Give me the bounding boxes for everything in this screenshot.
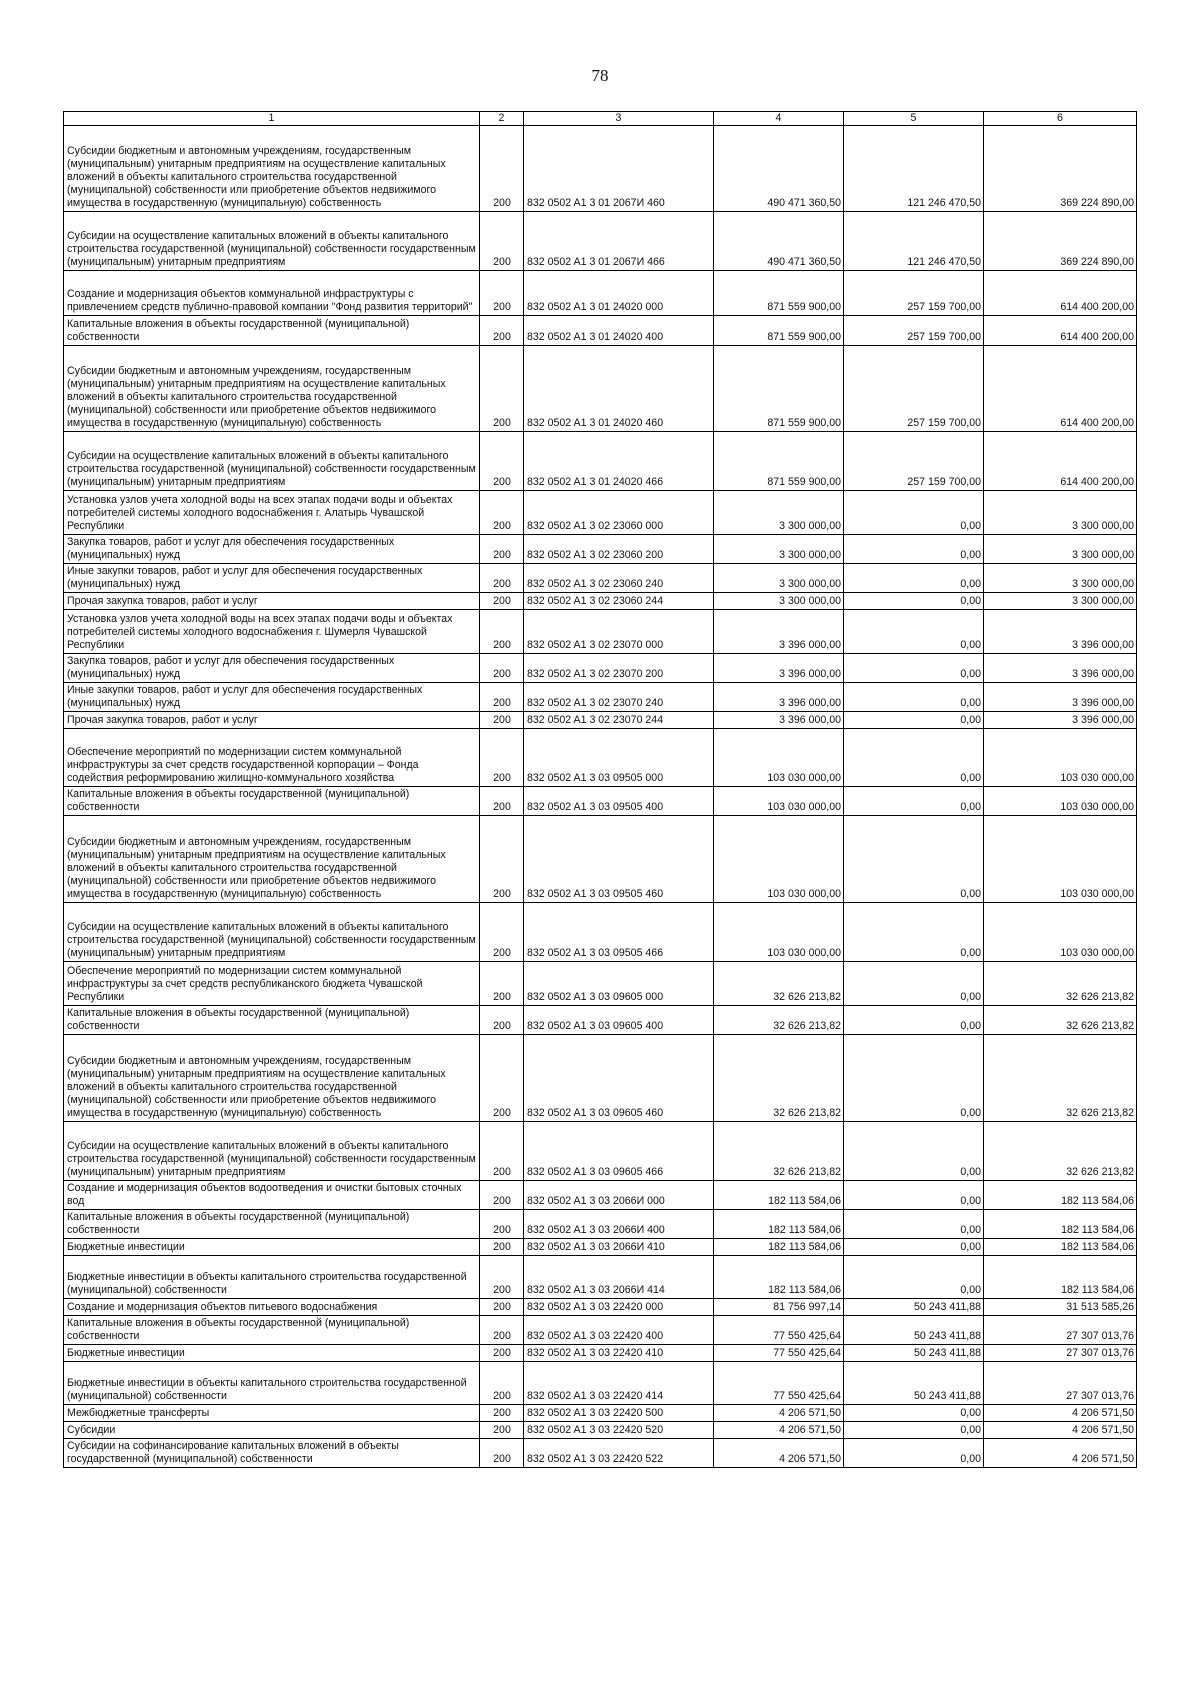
row-amount-col4: 103 030 000,00 [714, 787, 844, 816]
row-column-2: 200 [480, 126, 524, 212]
row-amount-col5: 0,00 [844, 1405, 984, 1422]
table-row [64, 1362, 1137, 1405]
row-classification-code: 832 0502 A1 3 03 09505 460 [524, 816, 714, 903]
row-column-2: 200 [480, 787, 524, 816]
row-amount-col6: 3 300 000,00 [984, 491, 1137, 535]
row-amount-col6: 182 113 584,06 [984, 1256, 1137, 1299]
table-row [64, 1345, 1137, 1362]
row-amount-col4: 4 206 571,50 [714, 1439, 844, 1468]
row-description: Прочая закупка товаров, работ и услуг [64, 712, 480, 729]
row-amount-col5: 50 243 411,88 [844, 1316, 984, 1345]
table-row [64, 1405, 1137, 1422]
row-amount-col4: 77 550 425,64 [714, 1316, 844, 1345]
table-row [64, 1035, 1137, 1122]
table-row [64, 816, 1137, 903]
row-amount-col6: 369 224 890,00 [984, 212, 1137, 271]
row-classification-code: 832 0502 A1 3 03 09605 000 [524, 962, 714, 1006]
row-column-2: 200 [480, 316, 524, 346]
row-amount-col5: 0,00 [844, 683, 984, 712]
row-classification-code: 832 0502 A1 3 02 23060 200 [524, 535, 714, 564]
row-amount-col6: 4 206 571,50 [984, 1405, 1137, 1422]
row-description: Установка узлов учета холодной воды на всех этапах подачи воды и объектах потребителей системы холодного водоснабжения г. Шумерля Чувашской Республики [64, 610, 480, 654]
row-amount-col5: 121 246 470,50 [844, 126, 984, 212]
row-amount-col6: 103 030 000,00 [984, 903, 1137, 962]
table-row [64, 1210, 1137, 1239]
table-row [64, 535, 1137, 564]
row-amount-col4: 182 113 584,06 [714, 1210, 844, 1239]
table-row [64, 316, 1137, 346]
row-amount-col5: 0,00 [844, 491, 984, 535]
row-column-2: 200 [480, 1181, 524, 1210]
row-description: Капитальные вложения в объекты государственной (муниципальной) собственности [64, 787, 480, 816]
table-body [64, 126, 1137, 1468]
table-row [64, 962, 1137, 1006]
row-amount-col4: 3 396 000,00 [714, 712, 844, 729]
row-column-2: 200 [480, 1299, 524, 1316]
row-column-2: 200 [480, 1256, 524, 1299]
row-amount-col5: 0,00 [844, 535, 984, 564]
row-column-2: 200 [480, 491, 524, 535]
row-description: Капитальные вложения в объекты государственной (муниципальной) собственности [64, 1316, 480, 1345]
row-column-2: 200 [480, 1035, 524, 1122]
table-header-row [64, 112, 1137, 126]
row-amount-col6: 3 396 000,00 [984, 654, 1137, 683]
row-column-2: 200 [480, 1316, 524, 1345]
row-amount-col4: 32 626 213,82 [714, 1122, 844, 1181]
row-amount-col5: 50 243 411,88 [844, 1345, 984, 1362]
row-description: Бюджетные инвестиции в объекты капитального строительства государственной (муниципальной) собственности [64, 1256, 480, 1299]
row-classification-code: 832 0502 A1 3 02 23070 000 [524, 610, 714, 654]
row-amount-col5: 0,00 [844, 1210, 984, 1239]
row-amount-col4: 77 550 425,64 [714, 1362, 844, 1405]
row-classification-code: 832 0502 A1 3 03 22420 500 [524, 1405, 714, 1422]
row-column-2: 200 [480, 712, 524, 729]
row-amount-col5: 0,00 [844, 1006, 984, 1035]
row-description: Бюджетные инвестиции в объекты капитального строительства государственной (муниципальной) собственности [64, 1362, 480, 1405]
row-column-2: 200 [480, 1210, 524, 1239]
row-amount-col6: 182 113 584,06 [984, 1239, 1137, 1256]
header-cell: 4 [714, 112, 844, 126]
row-classification-code: 832 0502 A1 3 03 09605 466 [524, 1122, 714, 1181]
row-amount-col5: 50 243 411,88 [844, 1362, 984, 1405]
row-description: Установка узлов учета холодной воды на всех этапах подачи воды и объектах потребителей системы холодного водоснабжения г. Алатырь Чувашской Республики [64, 491, 480, 535]
row-description: Создание и модернизация объектов питьевого водоснабжения [64, 1299, 480, 1316]
row-amount-col6: 182 113 584,06 [984, 1181, 1137, 1210]
row-column-2: 200 [480, 1362, 524, 1405]
row-amount-col4: 3 300 000,00 [714, 564, 844, 593]
row-amount-col5: 257 159 700,00 [844, 432, 984, 491]
row-description: Субсидии бюджетным и автономным учреждениям, государственным (муниципальным) унитарным предприятиям на осуществление капитальных вложений в объекты капитального строительства государственной (муниципальной) собственности или приобретение объектов недвижимого имущества в государственную (муниципальную) собственность [64, 816, 480, 903]
row-classification-code: 832 0502 A1 3 03 09505 400 [524, 787, 714, 816]
row-column-2: 200 [480, 729, 524, 787]
row-amount-col4: 32 626 213,82 [714, 1035, 844, 1122]
row-amount-col6: 3 300 000,00 [984, 593, 1137, 610]
row-amount-col4: 871 559 900,00 [714, 316, 844, 346]
row-classification-code: 832 0502 A1 3 02 23070 244 [524, 712, 714, 729]
row-amount-col6: 32 626 213,82 [984, 1035, 1137, 1122]
row-amount-col5: 0,00 [844, 816, 984, 903]
header-cell: 6 [984, 112, 1137, 126]
row-description: Субсидии бюджетным и автономным учреждениям, государственным (муниципальным) унитарным предприятиям на осуществление капитальных вложений в объекты капитального строительства государственной (муниципальной) собственности или приобретение объектов недвижимого имущества в государственную (муниципальную) собственность [64, 126, 480, 212]
row-amount-col6: 103 030 000,00 [984, 787, 1137, 816]
table-row [64, 491, 1137, 535]
row-column-2: 200 [480, 346, 524, 432]
row-column-2: 200 [480, 816, 524, 903]
row-amount-col6: 27 307 013,76 [984, 1316, 1137, 1345]
table-row [64, 1122, 1137, 1181]
table-row [64, 1239, 1137, 1256]
row-amount-col6: 614 400 200,00 [984, 432, 1137, 491]
row-amount-col5: 0,00 [844, 1122, 984, 1181]
row-amount-col6: 3 396 000,00 [984, 712, 1137, 729]
row-amount-col6: 369 224 890,00 [984, 126, 1137, 212]
row-classification-code: 832 0502 A1 3 02 23060 000 [524, 491, 714, 535]
row-amount-col5: 257 159 700,00 [844, 271, 984, 316]
row-amount-col4: 77 550 425,64 [714, 1345, 844, 1362]
row-description: Капитальные вложения в объекты государственной (муниципальной) собственности [64, 1006, 480, 1035]
row-classification-code: 832 0502 A1 3 03 2066И 414 [524, 1256, 714, 1299]
row-amount-col6: 32 626 213,82 [984, 962, 1137, 1006]
row-classification-code: 832 0502 A1 3 01 24020 400 [524, 316, 714, 346]
row-amount-col4: 3 300 000,00 [714, 593, 844, 610]
row-column-2: 200 [480, 1439, 524, 1468]
row-column-2: 200 [480, 1345, 524, 1362]
row-column-2: 200 [480, 1006, 524, 1035]
row-amount-col5: 121 246 470,50 [844, 212, 984, 271]
table-row [64, 432, 1137, 491]
budget-table [63, 111, 1137, 1468]
row-classification-code: 832 0502 A1 3 03 09505 466 [524, 903, 714, 962]
row-description: Субсидии на осуществление капитальных вложений в объекты капитального строительства государственной (муниципальной) собственности государственным (муниципальным) унитарным предприятиям [64, 1122, 480, 1181]
row-amount-col4: 871 559 900,00 [714, 432, 844, 491]
row-amount-col6: 27 307 013,76 [984, 1345, 1137, 1362]
row-amount-col5: 0,00 [844, 593, 984, 610]
row-classification-code: 832 0502 A1 3 03 22420 410 [524, 1345, 714, 1362]
row-classification-code: 832 0502 A1 3 03 22420 400 [524, 1316, 714, 1345]
row-amount-col6: 182 113 584,06 [984, 1210, 1137, 1239]
table-row [64, 212, 1137, 271]
row-description: Закупка товаров, работ и услуг для обеспечения государственных (муниципальных) нужд [64, 654, 480, 683]
row-amount-col5: 0,00 [844, 903, 984, 962]
row-amount-col4: 3 396 000,00 [714, 654, 844, 683]
row-amount-col6: 27 307 013,76 [984, 1362, 1137, 1405]
row-description: Капитальные вложения в объекты государственной (муниципальной) собственности [64, 1210, 480, 1239]
row-column-2: 200 [480, 271, 524, 316]
row-amount-col4: 103 030 000,00 [714, 816, 844, 903]
row-amount-col4: 32 626 213,82 [714, 962, 844, 1006]
row-classification-code: 832 0502 A1 3 03 2066И 410 [524, 1239, 714, 1256]
row-description: Субсидии бюджетным и автономным учреждениям, государственным (муниципальным) унитарным предприятиям на осуществление капитальных вложений в объекты капитального строительства государственной (муниципальной) собственности или приобретение объектов недвижимого имущества в государственную (муниципальную) собственность [64, 346, 480, 432]
row-classification-code: 832 0502 A1 3 03 09605 460 [524, 1035, 714, 1122]
row-classification-code: 832 0502 A1 3 03 2066И 000 [524, 1181, 714, 1210]
row-amount-col5: 257 159 700,00 [844, 316, 984, 346]
row-classification-code: 832 0502 A1 3 01 24020 000 [524, 271, 714, 316]
row-amount-col6: 614 400 200,00 [984, 346, 1137, 432]
row-amount-col5: 0,00 [844, 729, 984, 787]
row-amount-col6: 4 206 571,50 [984, 1439, 1137, 1468]
row-amount-col5: 257 159 700,00 [844, 346, 984, 432]
row-description: Закупка товаров, работ и услуг для обеспечения государственных (муниципальных) нужд [64, 535, 480, 564]
table-row [64, 1006, 1137, 1035]
row-amount-col5: 0,00 [844, 962, 984, 1006]
row-classification-code: 832 0502 A1 3 03 22420 414 [524, 1362, 714, 1405]
row-amount-col6: 3 300 000,00 [984, 564, 1137, 593]
row-description: Субсидии на осуществление капитальных вложений в объекты капитального строительства государственной (муниципальной) собственности государственным (муниципальным) унитарным предприятиям [64, 432, 480, 491]
table-row [64, 126, 1137, 212]
row-amount-col4: 3 396 000,00 [714, 610, 844, 654]
table-row [64, 1422, 1137, 1439]
row-description: Иные закупки товаров, работ и услуг для обеспечения государственных (муниципальных) нужд [64, 564, 480, 593]
row-amount-col4: 182 113 584,06 [714, 1239, 844, 1256]
row-amount-col4: 490 471 360,50 [714, 126, 844, 212]
row-classification-code: 832 0502 A1 3 02 23060 240 [524, 564, 714, 593]
row-amount-col6: 3 396 000,00 [984, 610, 1137, 654]
row-classification-code: 832 0502 A1 3 01 24020 460 [524, 346, 714, 432]
row-description: Создание и модернизация объектов коммунальной инфраструктуры с привлечением средств публично-правовой компании "Фонд развития территорий" [64, 271, 480, 316]
header-cell: 3 [524, 112, 714, 126]
row-column-2: 200 [480, 212, 524, 271]
row-amount-col5: 0,00 [844, 787, 984, 816]
row-classification-code: 832 0502 A1 3 03 2066И 400 [524, 1210, 714, 1239]
row-classification-code: 832 0502 A1 3 03 09605 400 [524, 1006, 714, 1035]
row-amount-col6: 614 400 200,00 [984, 316, 1137, 346]
row-classification-code: 832 0502 A1 3 03 22420 522 [524, 1439, 714, 1468]
row-amount-col4: 490 471 360,50 [714, 212, 844, 271]
table-row [64, 729, 1137, 787]
row-amount-col5: 0,00 [844, 712, 984, 729]
row-amount-col4: 3 396 000,00 [714, 683, 844, 712]
row-description: Бюджетные инвестиции [64, 1239, 480, 1256]
row-amount-col4: 871 559 900,00 [714, 271, 844, 316]
row-amount-col6: 32 626 213,82 [984, 1006, 1137, 1035]
row-description: Субсидии на осуществление капитальных вложений в объекты капитального строительства государственной (муниципальной) собственности государственным (муниципальным) унитарным предприятиям [64, 903, 480, 962]
row-column-2: 200 [480, 432, 524, 491]
row-description: Обеспечение мероприятий по модернизации систем коммунальной инфраструктуры за счет средств государственной корпорации – Фонда содействия реформированию жилищно-коммунального хозяйства [64, 729, 480, 787]
table-row [64, 610, 1137, 654]
row-column-2: 200 [480, 535, 524, 564]
table-row [64, 1256, 1137, 1299]
row-description: Субсидии на осуществление капитальных вложений в объекты капитального строительства государственной (муниципальной) собственности государственным (муниципальным) унитарным предприятиям [64, 212, 480, 271]
table-row [64, 1299, 1137, 1316]
table-row [64, 593, 1137, 610]
row-amount-col4: 182 113 584,06 [714, 1256, 844, 1299]
row-amount-col6: 31 513 585,26 [984, 1299, 1137, 1316]
row-amount-col4: 871 559 900,00 [714, 346, 844, 432]
row-amount-col4: 103 030 000,00 [714, 903, 844, 962]
header-cell: 1 [64, 112, 480, 126]
row-amount-col6: 32 626 213,82 [984, 1122, 1137, 1181]
table-row [64, 1316, 1137, 1345]
table-row [64, 787, 1137, 816]
row-column-2: 200 [480, 962, 524, 1006]
row-column-2: 200 [480, 1405, 524, 1422]
row-description: Межбюджетные трансферты [64, 1405, 480, 1422]
row-amount-col5: 0,00 [844, 564, 984, 593]
table-row [64, 683, 1137, 712]
table-row [64, 271, 1137, 316]
row-description: Иные закупки товаров, работ и услуг для обеспечения государственных (муниципальных) нужд [64, 683, 480, 712]
row-classification-code: 832 0502 A1 3 03 09505 000 [524, 729, 714, 787]
row-column-2: 200 [480, 564, 524, 593]
row-amount-col5: 0,00 [844, 610, 984, 654]
row-amount-col4: 182 113 584,06 [714, 1181, 844, 1210]
page-number: 78 [591, 66, 609, 85]
row-classification-code: 832 0502 A1 3 01 2067И 460 [524, 126, 714, 212]
row-amount-col6: 614 400 200,00 [984, 271, 1137, 316]
row-amount-col6: 3 300 000,00 [984, 535, 1137, 564]
row-column-2: 200 [480, 1239, 524, 1256]
row-description: Создание и модернизация объектов водоотведения и очистки бытовых сточных вод [64, 1181, 480, 1210]
table-row [64, 1439, 1137, 1468]
row-classification-code: 832 0502 A1 3 02 23070 200 [524, 654, 714, 683]
row-amount-col5: 0,00 [844, 1181, 984, 1210]
row-column-2: 200 [480, 654, 524, 683]
header-cell: 5 [844, 112, 984, 126]
row-amount-col6: 103 030 000,00 [984, 729, 1137, 787]
row-classification-code: 832 0502 A1 3 02 23070 240 [524, 683, 714, 712]
row-amount-col4: 3 300 000,00 [714, 491, 844, 535]
row-description: Прочая закупка товаров, работ и услуг [64, 593, 480, 610]
row-amount-col5: 0,00 [844, 654, 984, 683]
row-amount-col4: 103 030 000,00 [714, 729, 844, 787]
row-amount-col5: 50 243 411,88 [844, 1299, 984, 1316]
row-classification-code: 832 0502 A1 3 03 22420 000 [524, 1299, 714, 1316]
row-description: Капитальные вложения в объекты государственной (муниципальной) собственности [64, 316, 480, 346]
row-description: Субсидии [64, 1422, 480, 1439]
row-amount-col4: 4 206 571,50 [714, 1422, 844, 1439]
row-column-2: 200 [480, 1122, 524, 1181]
header-cell: 2 [480, 112, 524, 126]
table-row [64, 712, 1137, 729]
row-column-2: 200 [480, 593, 524, 610]
row-classification-code: 832 0502 A1 3 01 2067И 466 [524, 212, 714, 271]
row-column-2: 200 [480, 610, 524, 654]
table-row [64, 346, 1137, 432]
row-amount-col4: 3 300 000,00 [714, 535, 844, 564]
row-classification-code: 832 0502 A1 3 03 22420 520 [524, 1422, 714, 1439]
row-description: Обеспечение мероприятий по модернизации систем коммунальной инфраструктуры за счет средств республиканского бюджета Чувашской Республики [64, 962, 480, 1006]
table-row [64, 1181, 1137, 1210]
row-amount-col6: 4 206 571,50 [984, 1422, 1137, 1439]
row-description: Бюджетные инвестиции [64, 1345, 480, 1362]
row-description: Субсидии бюджетным и автономным учреждениям, государственным (муниципальным) унитарным предприятиям на осуществление капитальных вложений в объекты капитального строительства государственной (муниципальной) собственности или приобретение объектов недвижимого имущества в государственную (муниципальную) собственность [64, 1035, 480, 1122]
row-column-2: 200 [480, 1422, 524, 1439]
row-amount-col5: 0,00 [844, 1439, 984, 1468]
table-row [64, 564, 1137, 593]
row-amount-col6: 3 396 000,00 [984, 683, 1137, 712]
table-row [64, 903, 1137, 962]
row-column-2: 200 [480, 683, 524, 712]
row-amount-col5: 0,00 [844, 1256, 984, 1299]
row-amount-col5: 0,00 [844, 1422, 984, 1439]
row-amount-col4: 81 756 997,14 [714, 1299, 844, 1316]
row-classification-code: 832 0502 A1 3 02 23060 244 [524, 593, 714, 610]
row-description: Субсидии на софинансирование капитальных вложений в объекты государственной (муниципальной) собственности [64, 1439, 480, 1468]
row-amount-col4: 4 206 571,50 [714, 1405, 844, 1422]
row-classification-code: 832 0502 A1 3 01 24020 466 [524, 432, 714, 491]
row-amount-col6: 103 030 000,00 [984, 816, 1137, 903]
row-amount-col4: 32 626 213,82 [714, 1006, 844, 1035]
table-row [64, 654, 1137, 683]
row-column-2: 200 [480, 903, 524, 962]
row-amount-col5: 0,00 [844, 1239, 984, 1256]
row-amount-col5: 0,00 [844, 1035, 984, 1122]
